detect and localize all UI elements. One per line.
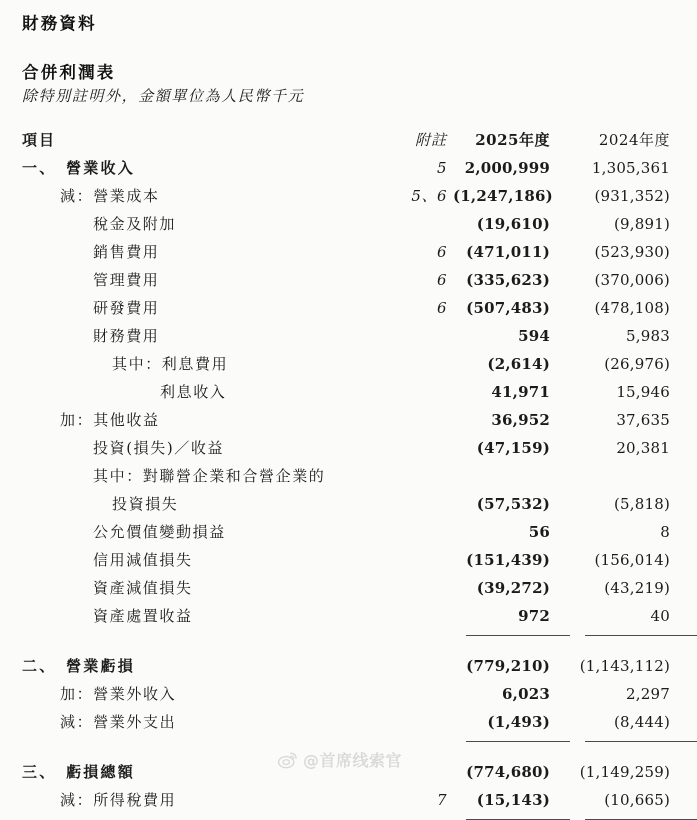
table-row [0,154,697,182]
income-statement-table [0,126,697,814]
row-value-previous-year: 2,297 [626,685,670,703]
row-label: 研發費用 [93,299,160,317]
row-value-previous-year: (1,149,259) [579,763,670,781]
row-note [400,490,453,518]
row-value-previous-year [570,462,697,490]
table-header-row [0,126,697,154]
row-value-current-year: (2,614) [487,355,550,373]
row-label: 減：營業外支出 [60,713,177,731]
table-row [0,378,697,406]
row-label: 三、 虧損總額 [22,763,135,781]
watermark-handle: @首席线索官 [303,751,403,770]
row-spacer [0,630,697,652]
row-label: 投資損失 [112,495,179,513]
statement-title: 合併利潤表 [22,63,116,82]
table-row [0,546,697,574]
document-section-title: 財務資料 [22,14,97,33]
row-note [400,574,453,602]
statement-subtitle: 除特別註明外，金額單位為人民幣千元 [22,87,305,105]
row-value-previous-year: (5,818) [613,495,670,513]
row-note [400,518,453,546]
row-note [400,680,453,708]
row-label: 一、 營業收入 [22,159,135,177]
row-value-current-year: (774,680) [466,763,550,781]
row-value-previous-year: (26,976) [604,355,670,373]
row-label: 銷售費用 [93,243,160,261]
row-value-current-year: 972 [453,602,570,630]
row-note [400,406,453,434]
row-value-previous-year: (370,006) [594,271,670,289]
row-label: 其中：利息費用 [112,355,229,373]
row-value-current-year: (1,247,186) [453,187,553,205]
row-value-previous-year: 1,305,361 [591,159,670,177]
row-label: 信用減值損失 [93,551,193,569]
row-note [400,652,453,680]
row-label: 資產減值損失 [93,579,193,597]
row-value-current-year: (19,610) [476,215,550,233]
row-note [400,350,453,378]
row-note: 6 [436,299,447,317]
row-value-previous-year: (478,108) [594,299,670,317]
table-row [0,182,697,210]
row-value-previous-year: 20,381 [616,439,670,457]
row-note [400,546,453,574]
table-row [0,294,697,322]
row-label: 其中：對聯營企業和合營企業的 [93,467,326,485]
row-note [400,602,453,630]
row-note [400,758,453,786]
table-row [0,238,697,266]
row-value-previous-year: 40 [570,602,697,630]
row-value-current-year [453,462,570,490]
row-note: 7 [436,791,447,809]
table-row [0,490,697,518]
row-value-current-year: (507,483) [466,299,550,317]
row-value-current-year: (151,439) [466,551,550,569]
row-label: 減：營業成本 [60,187,160,205]
row-note [400,378,453,406]
row-value-previous-year: (10,665) [570,786,697,814]
column-header-note: 附註 [414,131,447,149]
row-label: 二、 營業虧損 [22,657,135,675]
row-value-current-year: 6,023 [502,685,550,703]
column-header-item: 項目 [22,131,57,149]
row-value-previous-year: 8 [660,523,670,541]
row-value-current-year: (1,493) [453,708,570,736]
row-note: 6 [436,243,447,261]
table-row [0,786,697,814]
row-value-current-year: (335,623) [466,271,550,289]
row-note [400,708,453,736]
row-note: 6 [436,271,447,289]
row-label: 加：營業外收入 [60,685,177,703]
row-value-current-year: 36,952 [491,411,550,429]
row-label: 公允價值變動損益 [93,523,226,541]
row-label: 資產處置收益 [93,607,193,625]
row-value-previous-year: (9,891) [613,215,670,233]
table-row [0,406,697,434]
column-header-previous-year: 2024年度 [598,131,670,149]
row-value-current-year: 2,000,999 [464,159,550,177]
row-note: 5 [436,159,447,177]
row-value-previous-year: (43,219) [604,579,670,597]
row-value-previous-year: (931,352) [594,187,670,205]
row-label: 管理費用 [93,271,160,289]
table-row [0,462,697,490]
row-value-previous-year: (1,143,112) [579,657,670,675]
row-value-current-year: (471,011) [466,243,550,261]
table-header [0,126,697,154]
row-value-current-year: 41,971 [491,383,550,401]
table-row [0,708,697,736]
table-row [0,574,697,602]
row-label: 減：所得稅費用 [60,791,177,809]
row-note: 5、6 [411,187,447,205]
row-label: 利息收入 [160,383,227,401]
row-label: 稅金及附加 [93,215,177,233]
table-row [0,322,697,350]
row-value-current-year: (57,532) [476,495,550,513]
row-spacer [0,736,697,758]
table-body [0,154,697,814]
row-value-previous-year: 37,635 [616,411,670,429]
row-value-previous-year: 15,946 [616,383,670,401]
row-note [400,462,453,490]
table-row [0,758,697,786]
row-value-current-year: (39,272) [476,579,550,597]
row-note [400,322,453,350]
row-value-current-year: 594 [518,327,550,345]
row-value-previous-year: (8,444) [570,708,697,736]
row-value-previous-year: (523,930) [594,243,670,261]
row-value-previous-year: 5,983 [626,327,670,345]
table-row [0,680,697,708]
row-note [400,210,453,238]
table-row [0,210,697,238]
row-label: 加：其他收益 [60,411,160,429]
row-label: 財務費用 [93,327,160,345]
table-row [0,266,697,294]
column-header-current-year: 2025年度 [475,131,550,149]
row-label: 投資(損失)／收益 [93,439,225,457]
row-note [400,434,453,462]
row-value-current-year: (15,143) [453,786,570,814]
table-row [0,434,697,462]
row-value-current-year: (779,210) [466,657,550,675]
row-value-current-year: (47,159) [476,439,550,457]
row-value-current-year: 56 [528,523,550,541]
row-value-previous-year: (156,014) [594,551,670,569]
table-row [0,518,697,546]
table-row [0,350,697,378]
table-row [0,652,697,680]
table-row [0,602,697,630]
